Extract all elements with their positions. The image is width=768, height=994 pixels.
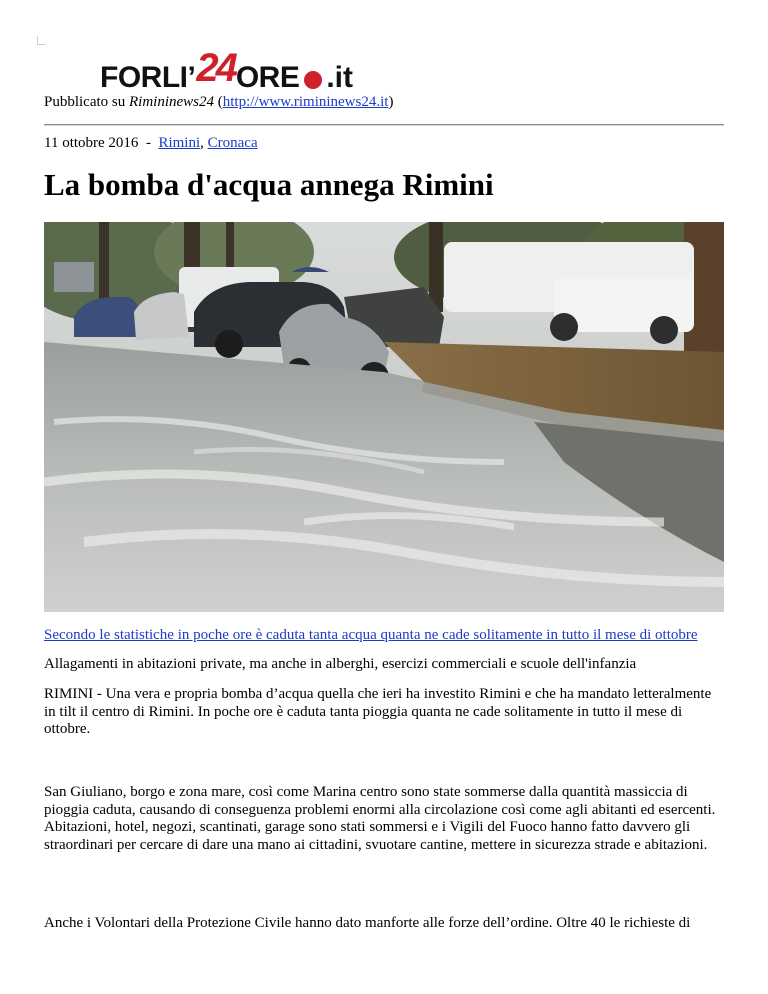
article-paragraph: Anche i Volontari della Protezione Civile hanno dato manforte alle forze dell’ordine. Oltre 40 le richieste di [44,915,691,931]
logo-number: 24 [196,46,235,90]
header-divider [44,124,724,126]
article-title: La bomba d'acqua annega Rimini [44,167,494,202]
source-url-link[interactable]: http://www.rimininews24.it [222,94,389,110]
article-date: 11 ottobre 2016 [44,135,139,151]
published-prefix: Pubblicato su [44,94,126,110]
logo-word-ore: ORE [235,61,300,94]
image-placeholder-marker [37,36,46,45]
flooded-street-photo [44,222,724,612]
logo-tld: .it [326,61,354,94]
photo-caption-link[interactable]: Secondo le statistiche in poche ore è caduta tanta acqua quanta ne cade solitamente in tutto il mese di ottobre [44,627,698,643]
site-logo[interactable] [100,46,353,94]
article-meta: 11 ottobre 2016 - Rimini, Cronaca [44,135,258,151]
article-subtitle: Allagamenti in abitazioni private, ma anche in alberghi, esercizi commerciali e scuole dell'infanzia [44,656,637,672]
article-photo [44,222,724,612]
published-line: Pubblicato su Rimininews24 (http://www.rimininews24.it) [44,94,394,110]
category-link-rimini[interactable]: Rimini [158,135,201,151]
logo-dot-icon [304,71,322,89]
source-name: Rimininews24 [129,94,214,110]
category-link-cronaca[interactable]: Cronaca [207,135,258,151]
article-paragraph: San Giuliano, borgo e zona mare, così come Marina centro sono state sommerse dalla quantità massiccia di pioggia caduta, causando di conseguenza problemi enormi alla circolazione così come agli abitanti ed esercenti. Abitazioni, hotel, negozi, scantinati, garage sono stati sommersi e i Vigili del Fuoco hanno fatto davvero gli straordinari per cercare di dare una mano ai cittadini, svuotare cantine, mettere in sicurezza strade e abitazioni. [44,784,716,853]
logo-word-forli: FORLI’ [100,61,196,94]
article-paragraph: RIMINI - Una vera e propria bomba d’acqua quella che ieri ha investito Rimini e che ha mandato letteralmente in tilt il centro di Rimini. In poche ore è caduta tanta pioggia quanta ne cade solitamente in tutto il mese di ottobre. [44,686,712,737]
meta-separator: - [145,135,151,151]
